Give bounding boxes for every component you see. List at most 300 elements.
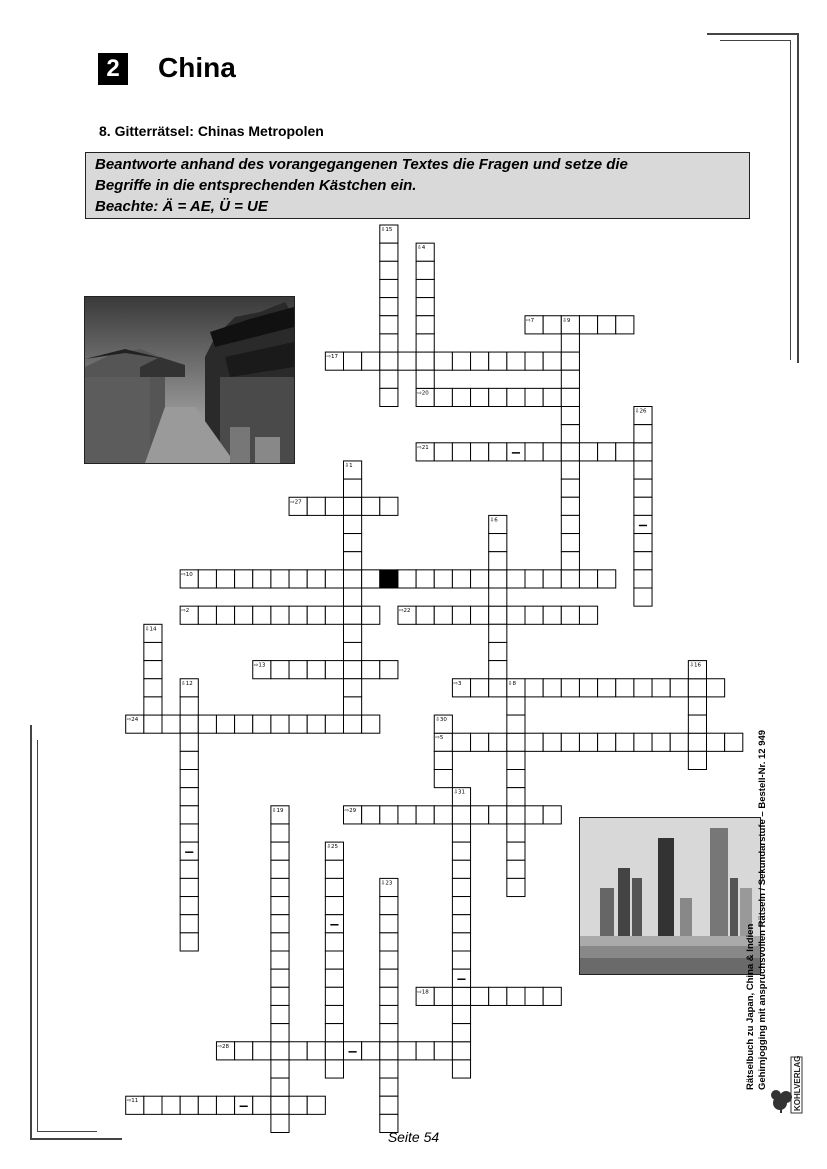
crossword-cell[interactable] — [688, 715, 706, 733]
crossword-cell[interactable] — [235, 715, 253, 733]
crossword-cell[interactable] — [507, 352, 525, 370]
crossword-cell[interactable] — [561, 425, 579, 443]
crossword-cell[interactable] — [489, 552, 507, 570]
crossword-cell[interactable] — [253, 1042, 271, 1060]
crossword-cell[interactable] — [362, 606, 380, 624]
crossword-cell[interactable] — [380, 951, 398, 969]
crossword-cell[interactable] — [561, 534, 579, 552]
crossword-cell[interactable] — [525, 679, 543, 697]
crossword-cell[interactable] — [507, 697, 525, 715]
crossword-cell[interactable] — [344, 715, 362, 733]
crossword-cell[interactable] — [325, 933, 343, 951]
crossword-cell[interactable] — [344, 515, 362, 533]
crossword-cell[interactable] — [688, 697, 706, 715]
crossword-cell[interactable] — [489, 987, 507, 1005]
crossword-cell[interactable] — [543, 987, 561, 1005]
crossword-cell[interactable] — [561, 552, 579, 570]
crossword-cell[interactable] — [289, 661, 307, 679]
crossword-cell[interactable] — [525, 806, 543, 824]
crossword-cell[interactable] — [416, 279, 434, 297]
crossword-cell[interactable] — [707, 679, 725, 697]
crossword-cell[interactable] — [543, 316, 561, 334]
crossword-cell[interactable] — [253, 570, 271, 588]
crossword-cell[interactable] — [525, 443, 543, 461]
crossword-cell[interactable] — [634, 552, 652, 570]
crossword-cell[interactable] — [144, 679, 162, 697]
crossword-cell[interactable] — [670, 733, 688, 751]
crossword-cell[interactable] — [452, 878, 470, 896]
crossword-cell[interactable] — [253, 715, 271, 733]
crossword-cell[interactable] — [380, 1042, 398, 1060]
crossword-cell[interactable] — [416, 806, 434, 824]
crossword-cell[interactable] — [471, 388, 489, 406]
crossword-cell[interactable] — [307, 1042, 325, 1060]
crossword-cell[interactable] — [652, 733, 670, 751]
crossword-cell[interactable] — [307, 715, 325, 733]
crossword-cell[interactable] — [452, 1024, 470, 1042]
crossword-cell[interactable] — [180, 697, 198, 715]
crossword-cell[interactable] — [452, 951, 470, 969]
crossword-cell[interactable] — [289, 715, 307, 733]
crossword-cell[interactable] — [543, 388, 561, 406]
crossword-cell[interactable] — [307, 606, 325, 624]
crossword-cell[interactable] — [380, 933, 398, 951]
crossword-cell[interactable] — [216, 715, 234, 733]
crossword-cell[interactable] — [198, 715, 216, 733]
crossword-cell[interactable] — [325, 860, 343, 878]
crossword-cell[interactable] — [362, 715, 380, 733]
crossword-cell[interactable] — [489, 352, 507, 370]
crossword-cell[interactable] — [434, 570, 452, 588]
crossword-cell[interactable] — [688, 733, 706, 751]
crossword-cell[interactable] — [180, 878, 198, 896]
crossword-cell[interactable] — [180, 915, 198, 933]
crossword-cell[interactable] — [235, 1042, 253, 1060]
crossword-cell[interactable] — [507, 878, 525, 896]
crossword-cell[interactable] — [180, 751, 198, 769]
crossword-cell[interactable] — [271, 1096, 289, 1114]
crossword-cell[interactable] — [561, 388, 579, 406]
crossword-cell[interactable] — [507, 860, 525, 878]
crossword-cell[interactable] — [144, 1096, 162, 1114]
crossword-cell[interactable] — [344, 497, 362, 515]
crossword-cell[interactable] — [525, 987, 543, 1005]
crossword-cell[interactable] — [634, 733, 652, 751]
crossword-cell[interactable] — [325, 606, 343, 624]
crossword-cell[interactable] — [307, 1096, 325, 1114]
crossword-cell[interactable] — [289, 1096, 307, 1114]
crossword-cell[interactable] — [507, 443, 525, 461]
crossword-cell[interactable] — [362, 570, 380, 588]
crossword-cell[interactable] — [471, 606, 489, 624]
crossword-cell[interactable] — [416, 370, 434, 388]
crossword-cell[interactable] — [452, 969, 470, 987]
crossword-cell[interactable] — [325, 1042, 343, 1060]
crossword-cell[interactable] — [235, 570, 253, 588]
crossword-cell[interactable] — [471, 733, 489, 751]
crossword-cell[interactable] — [380, 1096, 398, 1114]
crossword-cell[interactable] — [634, 497, 652, 515]
crossword-cell[interactable] — [489, 570, 507, 588]
crossword-cell[interactable] — [398, 806, 416, 824]
crossword-cell[interactable] — [380, 261, 398, 279]
crossword-cell[interactable] — [561, 679, 579, 697]
crossword-cell[interactable] — [362, 497, 380, 515]
crossword-cell[interactable] — [271, 1060, 289, 1078]
crossword-cell[interactable] — [325, 915, 343, 933]
crossword-cell[interactable] — [616, 316, 634, 334]
crossword-cell[interactable] — [561, 443, 579, 461]
crossword-cell[interactable] — [616, 443, 634, 461]
crossword-cell[interactable] — [344, 661, 362, 679]
crossword-cell[interactable] — [452, 733, 470, 751]
crossword-cell[interactable] — [344, 606, 362, 624]
crossword-cell[interactable] — [180, 715, 198, 733]
crossword-cell[interactable] — [543, 443, 561, 461]
crossword-cell[interactable] — [616, 679, 634, 697]
crossword-cell[interactable] — [271, 824, 289, 842]
crossword-cell[interactable] — [325, 897, 343, 915]
crossword-cell[interactable] — [634, 479, 652, 497]
crossword-cell[interactable] — [362, 352, 380, 370]
crossword-cell[interactable] — [634, 461, 652, 479]
crossword-cell[interactable] — [198, 606, 216, 624]
crossword-cell[interactable] — [162, 1096, 180, 1114]
crossword-cell[interactable] — [344, 642, 362, 660]
crossword-cell[interactable] — [325, 715, 343, 733]
crossword-cell[interactable] — [452, 570, 470, 588]
crossword-cell[interactable] — [380, 497, 398, 515]
crossword-cell[interactable] — [634, 679, 652, 697]
crossword-cell[interactable] — [271, 1042, 289, 1060]
crossword-cell[interactable] — [561, 515, 579, 533]
crossword-cell[interactable] — [579, 316, 597, 334]
crossword-cell[interactable] — [489, 806, 507, 824]
crossword-cell[interactable] — [452, 933, 470, 951]
crossword-cell[interactable] — [180, 733, 198, 751]
crossword-cell[interactable] — [144, 715, 162, 733]
crossword-cell[interactable] — [289, 1042, 307, 1060]
crossword-cell[interactable] — [271, 1078, 289, 1096]
crossword-cell[interactable] — [525, 352, 543, 370]
crossword-cell[interactable] — [198, 1096, 216, 1114]
crossword-cell[interactable] — [688, 679, 706, 697]
crossword-cell[interactable] — [216, 1096, 234, 1114]
crossword-cell[interactable] — [271, 1005, 289, 1023]
crossword-cell[interactable] — [543, 606, 561, 624]
crossword-cell[interactable] — [525, 606, 543, 624]
crossword-cell[interactable] — [561, 352, 579, 370]
crossword-cell[interactable] — [561, 407, 579, 425]
crossword-cell[interactable] — [144, 661, 162, 679]
crossword-cell[interactable] — [452, 1060, 470, 1078]
crossword-cell[interactable] — [561, 497, 579, 515]
crossword-cell[interactable] — [416, 570, 434, 588]
crossword-black-cell[interactable] — [380, 570, 398, 588]
crossword-cell[interactable] — [489, 606, 507, 624]
crossword-cell[interactable] — [434, 751, 452, 769]
crossword-cell[interactable] — [307, 497, 325, 515]
crossword-cell[interactable] — [489, 679, 507, 697]
crossword-cell[interactable] — [471, 987, 489, 1005]
crossword-cell[interactable] — [380, 897, 398, 915]
crossword-cell[interactable] — [561, 334, 579, 352]
crossword-cell[interactable] — [507, 788, 525, 806]
crossword-cell[interactable] — [180, 824, 198, 842]
crossword-cell[interactable] — [198, 570, 216, 588]
crossword-cell[interactable] — [144, 642, 162, 660]
crossword-cell[interactable] — [561, 479, 579, 497]
crossword-cell[interactable] — [271, 897, 289, 915]
crossword-cell[interactable] — [707, 733, 725, 751]
crossword-cell[interactable] — [416, 352, 434, 370]
crossword-cell[interactable] — [271, 860, 289, 878]
crossword-cell[interactable] — [380, 1078, 398, 1096]
crossword-cell[interactable] — [380, 661, 398, 679]
crossword-cell[interactable] — [598, 679, 616, 697]
crossword-cell[interactable] — [452, 388, 470, 406]
crossword-cell[interactable] — [325, 497, 343, 515]
crossword-cell[interactable] — [634, 570, 652, 588]
crossword-cell[interactable] — [543, 806, 561, 824]
crossword-cell[interactable] — [271, 951, 289, 969]
crossword-cell[interactable] — [634, 515, 652, 533]
crossword-cell[interactable] — [598, 733, 616, 751]
crossword-cell[interactable] — [471, 679, 489, 697]
crossword-cell[interactable] — [380, 370, 398, 388]
crossword-cell[interactable] — [271, 969, 289, 987]
crossword-cell[interactable] — [543, 733, 561, 751]
crossword-cell[interactable] — [380, 806, 398, 824]
crossword-cell[interactable] — [380, 915, 398, 933]
crossword-cell[interactable] — [180, 897, 198, 915]
crossword-cell[interactable] — [634, 588, 652, 606]
crossword-cell[interactable] — [616, 733, 634, 751]
crossword-cell[interactable] — [289, 570, 307, 588]
crossword-cell[interactable] — [471, 443, 489, 461]
crossword-cell[interactable] — [380, 352, 398, 370]
crossword-cell[interactable] — [380, 279, 398, 297]
crossword-cell[interactable] — [380, 334, 398, 352]
crossword-cell[interactable] — [507, 824, 525, 842]
crossword-cell[interactable] — [452, 860, 470, 878]
crossword-cell[interactable] — [507, 606, 525, 624]
crossword-cell[interactable] — [452, 1042, 470, 1060]
crossword-cell[interactable] — [380, 316, 398, 334]
crossword-cell[interactable] — [180, 842, 198, 860]
crossword-cell[interactable] — [325, 1005, 343, 1023]
crossword-cell[interactable] — [507, 770, 525, 788]
crossword-cell[interactable] — [271, 606, 289, 624]
crossword-cell[interactable] — [525, 388, 543, 406]
crossword-cell[interactable] — [307, 661, 325, 679]
crossword-cell[interactable] — [471, 806, 489, 824]
crossword-cell[interactable] — [325, 987, 343, 1005]
crossword-cell[interactable] — [688, 751, 706, 769]
crossword-cell[interactable] — [180, 933, 198, 951]
crossword-cell[interactable] — [307, 570, 325, 588]
crossword-cell[interactable] — [344, 624, 362, 642]
crossword-cell[interactable] — [579, 606, 597, 624]
crossword-cell[interactable] — [344, 570, 362, 588]
crossword-cell[interactable] — [398, 352, 416, 370]
crossword-cell[interactable] — [289, 606, 307, 624]
crossword-cell[interactable] — [325, 969, 343, 987]
crossword-cell[interactable] — [634, 443, 652, 461]
crossword-cell[interactable] — [489, 624, 507, 642]
crossword-cell[interactable] — [380, 1024, 398, 1042]
crossword-cell[interactable] — [561, 461, 579, 479]
crossword-cell[interactable] — [344, 697, 362, 715]
crossword-cell[interactable] — [271, 842, 289, 860]
crossword-cell[interactable] — [325, 1060, 343, 1078]
crossword-cell[interactable] — [452, 987, 470, 1005]
crossword-cell[interactable] — [380, 969, 398, 987]
crossword-cell[interactable] — [561, 370, 579, 388]
crossword-cell[interactable] — [634, 534, 652, 552]
crossword-cell[interactable] — [325, 661, 343, 679]
crossword-cell[interactable] — [489, 642, 507, 660]
crossword-cell[interactable] — [434, 987, 452, 1005]
crossword-cell[interactable] — [434, 352, 452, 370]
crossword-cell[interactable] — [525, 570, 543, 588]
crossword-cell[interactable] — [452, 842, 470, 860]
crossword-cell[interactable] — [271, 878, 289, 896]
crossword-cell[interactable] — [162, 715, 180, 733]
crossword-cell[interactable] — [434, 443, 452, 461]
crossword-cell[interactable] — [598, 570, 616, 588]
crossword-cell[interactable] — [380, 1060, 398, 1078]
crossword-cell[interactable] — [489, 661, 507, 679]
crossword-cell[interactable] — [489, 733, 507, 751]
crossword-cell[interactable] — [525, 733, 543, 751]
crossword-cell[interactable] — [543, 570, 561, 588]
crossword-cell[interactable] — [471, 570, 489, 588]
crossword-cell[interactable] — [434, 1042, 452, 1060]
crossword-cell[interactable] — [452, 897, 470, 915]
crossword-cell[interactable] — [489, 443, 507, 461]
crossword-cell[interactable] — [452, 915, 470, 933]
crossword-cell[interactable] — [271, 933, 289, 951]
crossword-cell[interactable] — [344, 352, 362, 370]
crossword-cell[interactable] — [416, 298, 434, 316]
crossword-cell[interactable] — [579, 443, 597, 461]
crossword-cell[interactable] — [452, 352, 470, 370]
crossword-cell[interactable] — [253, 606, 271, 624]
crossword-cell[interactable] — [507, 715, 525, 733]
crossword-cell[interactable] — [434, 388, 452, 406]
crossword-cell[interactable] — [398, 1042, 416, 1060]
crossword-cell[interactable] — [325, 570, 343, 588]
crossword-cell[interactable] — [144, 697, 162, 715]
crossword-cell[interactable] — [652, 679, 670, 697]
crossword-cell[interactable] — [344, 479, 362, 497]
crossword-cell[interactable] — [271, 570, 289, 588]
crossword-cell[interactable] — [579, 733, 597, 751]
crossword-cell[interactable] — [452, 824, 470, 842]
crossword-cell[interactable] — [489, 588, 507, 606]
crossword-cell[interactable] — [471, 352, 489, 370]
crossword-cell[interactable] — [235, 1096, 253, 1114]
crossword-cell[interactable] — [380, 243, 398, 261]
crossword-cell[interactable] — [380, 388, 398, 406]
crossword-cell[interactable] — [561, 570, 579, 588]
crossword-cell[interactable] — [489, 388, 507, 406]
crossword-cell[interactable] — [725, 733, 743, 751]
crossword-cell[interactable] — [598, 443, 616, 461]
crossword-cell[interactable] — [271, 1024, 289, 1042]
crossword-cell[interactable] — [344, 534, 362, 552]
crossword-cell[interactable] — [543, 679, 561, 697]
crossword-cell[interactable] — [271, 987, 289, 1005]
crossword-cell[interactable] — [579, 679, 597, 697]
crossword-cell[interactable] — [344, 1042, 362, 1060]
crossword-cell[interactable] — [507, 388, 525, 406]
crossword-cell[interactable] — [416, 334, 434, 352]
crossword-cell[interactable] — [416, 261, 434, 279]
crossword-cell[interactable] — [216, 606, 234, 624]
crossword-cell[interactable] — [507, 751, 525, 769]
crossword-cell[interactable] — [434, 606, 452, 624]
crossword-cell[interactable] — [344, 552, 362, 570]
crossword-cell[interactable] — [452, 1005, 470, 1023]
crossword-cell[interactable] — [416, 1042, 434, 1060]
crossword-cell[interactable] — [489, 534, 507, 552]
crossword-cell[interactable] — [325, 951, 343, 969]
crossword-cell[interactable] — [434, 770, 452, 788]
crossword-cell[interactable] — [344, 588, 362, 606]
crossword-cell[interactable] — [634, 425, 652, 443]
crossword-cell[interactable] — [180, 788, 198, 806]
crossword-cell[interactable] — [253, 1096, 271, 1114]
crossword-cell[interactable] — [452, 443, 470, 461]
crossword-cell[interactable] — [507, 570, 525, 588]
crossword-cell[interactable] — [180, 806, 198, 824]
crossword-cell[interactable] — [507, 733, 525, 751]
crossword-cell[interactable] — [380, 987, 398, 1005]
crossword-cell[interactable] — [416, 316, 434, 334]
crossword-cell[interactable] — [362, 806, 380, 824]
crossword-cell[interactable] — [416, 606, 434, 624]
crossword-cell[interactable] — [507, 842, 525, 860]
crossword-cell[interactable] — [561, 733, 579, 751]
crossword-cell[interactable] — [216, 570, 234, 588]
crossword-cell[interactable] — [452, 606, 470, 624]
crossword-cell[interactable] — [598, 316, 616, 334]
crossword-cell[interactable] — [452, 806, 470, 824]
crossword-cell[interactable] — [579, 570, 597, 588]
crossword-cell[interactable] — [670, 679, 688, 697]
crossword-cell[interactable] — [561, 606, 579, 624]
crossword-cell[interactable] — [362, 661, 380, 679]
crossword-cell[interactable] — [380, 1005, 398, 1023]
crossword-cell[interactable] — [543, 352, 561, 370]
crossword-cell[interactable] — [434, 806, 452, 824]
crossword-cell[interactable] — [180, 860, 198, 878]
crossword-cell[interactable] — [507, 806, 525, 824]
crossword-cell[interactable] — [180, 1096, 198, 1114]
crossword-cell[interactable] — [271, 715, 289, 733]
crossword-cell[interactable] — [398, 570, 416, 588]
crossword-cell[interactable] — [271, 915, 289, 933]
crossword-cell[interactable] — [362, 1042, 380, 1060]
crossword-cell[interactable] — [325, 1024, 343, 1042]
crossword-cell[interactable] — [271, 661, 289, 679]
crossword-cell[interactable] — [507, 987, 525, 1005]
crossword-cell[interactable] — [180, 770, 198, 788]
crossword-cell[interactable] — [344, 679, 362, 697]
crossword-cell[interactable] — [380, 298, 398, 316]
